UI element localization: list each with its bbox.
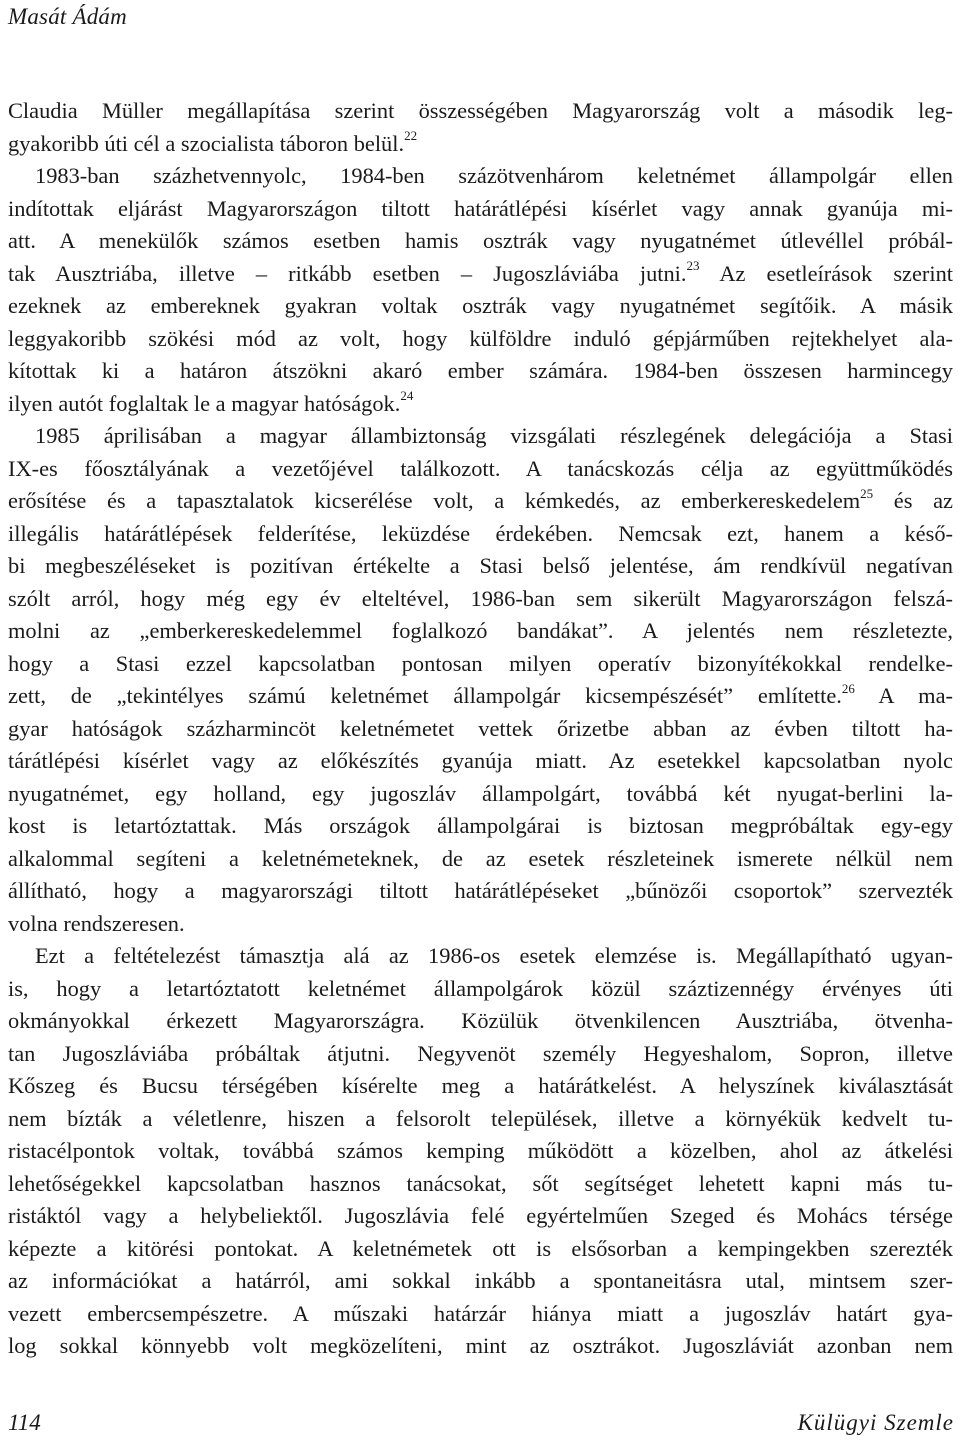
text-line [8, 1005, 953, 1038]
line-text: att. A menekülők számos esetben hamis osztrák vagy nyugatnémet útlevéllel próbál- [8, 228, 953, 253]
journal-title: Külügyi Szemle [797, 1410, 954, 1435]
footnote-ref: 26 [841, 680, 855, 696]
text-line [8, 908, 953, 941]
line-text: ristáktól vagy a helybeliektől. Jugoszlávia felé egyértelműen Szeged és Mohács térsége [8, 1203, 953, 1228]
line-text: gyar hatóságok százharmincöt keletnémetet vettek őrizetbe abban az évben tiltott ha- [8, 715, 953, 741]
line-text: leggyakoribb szökési mód az volt, hogy külföldre induló gépjárműben rejtekhelyet ala- [8, 325, 953, 351]
text-line [8, 95, 953, 128]
line-text: gyakoribb úti cél a szocialista táboron belül. [8, 130, 405, 156]
text-line [8, 1265, 953, 1298]
text-line [8, 810, 953, 843]
text-line [8, 258, 953, 291]
body-text [8, 95, 953, 1363]
text-line [8, 1038, 953, 1071]
text-line [8, 1168, 953, 1201]
line-text: IX-es főosztályának a vezetőjével találkozott. A tanácskozás célja az együttműködés [8, 455, 953, 481]
footnote-ref: 25 [860, 485, 874, 501]
line-text: is, hogy a letartóztatott keletnémet állampolgárok közül száztizennégy érvényes úti [8, 975, 953, 1001]
line-text: Claudia Müller megállapítása szerint összességében Magyarország volt a második leg- [8, 98, 953, 123]
text-line [8, 518, 953, 551]
text-line [8, 290, 953, 323]
line-text: az információkat a határról, ami sokkal inkább a spontaneitásra utal, mintsem szer- [8, 1268, 953, 1293]
text-line [8, 583, 953, 616]
line-text: ilyen autót foglaltak le a magyar hatóságok. [8, 390, 401, 416]
text-line [8, 875, 953, 908]
line-text: 1985 áprilisában a magyar állambiztonság vizsgálati részlegének delegációja a Stasi [35, 423, 953, 448]
line-text: 1983-ban százhetvennyolc, 1984-ben százötvenhárom keletnémet állampolgár ellen [35, 163, 953, 188]
text-line [8, 1070, 953, 1103]
text-line [8, 128, 953, 161]
text-line [8, 843, 953, 876]
line-text: nyugatnémet, egy holland, egy jugoszláv állampolgárt, továbbá két nyugat-berlini la- [8, 780, 953, 806]
text-line [8, 193, 953, 226]
text-line [8, 1298, 953, 1331]
line-text: kost is letartóztattak. Más országok állampolgárai is biztosan megpróbáltak egy-egy [8, 813, 953, 838]
text-line [8, 745, 953, 778]
line-text: ezeknek az embereknek gyakran voltak osztrák vagy nyugatnémet segítőik. A másik [8, 293, 953, 318]
line-text: zett, de „tekintélyes számú keletnémet állampolgár kicsempészését” említette. [8, 683, 842, 708]
footnote-ref: 22 [404, 128, 418, 144]
text-line [8, 1330, 953, 1363]
line-text: lehetőségekkel kapcsolatban hasznos tanácsokat, sőt segítséget lehetett kapni más tu- [8, 1170, 953, 1196]
line-text: bi megbeszéléseket is pozitívan értékelte a Stasi belső jelentése, ám rendkívül negatívan [8, 553, 953, 578]
line-text: indítottak eljárást Magyarországon tiltott határátlépési kísérlet vagy annak gyanúja mi- [8, 195, 953, 221]
text-line [8, 1200, 953, 1233]
text-line [8, 550, 953, 583]
text-line [8, 973, 953, 1006]
line-text: nem bízták a véletlenre, hiszen a felsorolt települések, illetve a környékük kedvelt tu- [8, 1105, 953, 1131]
line-text: képezte a kitörési pontokat. A keletnémetek ott is elsősorban a kempingekben szerezték [8, 1235, 953, 1261]
line-text: tan Jugoszláviába próbáltak átjutni. Negyvenöt személy Hegyeshalom, Sopron, illetve [8, 1040, 953, 1066]
line-text-continued: és az [873, 488, 953, 513]
text-line [8, 1103, 953, 1136]
line-text: szólt arról, hogy még egy év elteltével, 1986-ban sem sikerült Magyarországon felszá- [8, 585, 953, 611]
line-text: hogy a Stasi ezzel kapcsolatban pontosan milyen operatív bizonyítékokkal rendelke- [8, 650, 953, 676]
footnote-ref: 24 [400, 388, 414, 404]
line-text: illegális határátlépések felderítése, leküzdése érdekében. Nemcsak ezt, hanem a késő- [8, 520, 953, 546]
text-line [8, 680, 953, 713]
text-line [8, 453, 953, 486]
text-line [8, 323, 953, 356]
text-line [8, 420, 953, 453]
text-line [8, 355, 953, 388]
line-text: vezett embercsempészetre. A műszaki határzár hiánya miatt a jugoszláv határt gya- [8, 1300, 953, 1326]
line-text: tak Ausztriába, illetve – ritkább esetben – Jugoszláviába jutni. [8, 260, 687, 286]
text-line [8, 615, 953, 648]
text-line [8, 1135, 953, 1168]
line-text: molni az „emberkereskedelemmel foglalkozó bandákat”. A jelentés nem részletezte, [8, 618, 953, 643]
line-text: tárátlépési kísérlet vagy az előkészítés gyanúja miatt. Az esetekkel kapcsolatban nyolc [8, 748, 953, 773]
line-text: volna rendszeresen. [8, 910, 185, 936]
text-line [8, 485, 953, 518]
line-text-continued: A ma- [854, 683, 953, 708]
footnote-ref: 23 [686, 258, 700, 274]
text-line [8, 778, 953, 811]
line-text: alkalommal segíteni a keletnémeteknek, de az esetek részleteinek ismerete nélkül nem [8, 845, 953, 871]
page-number: 114 [8, 1410, 41, 1435]
text-line [8, 1233, 953, 1266]
line-text: ristacélpontok voltak, továbbá számos kemping működött a közelben, ahol az átkelési [8, 1138, 953, 1163]
text-line [8, 160, 953, 193]
running-head-author: Masát Ádám [8, 4, 127, 29]
line-text: okmányokkal érkezett Magyarországra. Közülük ötvenkilencen Ausztriába, ötvenha- [8, 1008, 953, 1033]
line-text: állítható, hogy a magyarországi tiltott határátlépéseket „bűnözői csoportok” szervezték [8, 878, 953, 903]
line-text: Ezt a feltételezést támasztja alá az 1986-os esetek elemzése is. Megállapítható ugyan- [35, 943, 953, 968]
text-line [8, 388, 953, 421]
text-line [8, 713, 953, 746]
text-line [8, 648, 953, 681]
text-line [8, 225, 953, 258]
text-line [8, 940, 953, 973]
line-text: erősítése és a tapasztalatok kicserélése volt, a kémkedés, az emberkereskedelem [8, 488, 861, 513]
line-text: log sokkal könnyebb volt megközelíteni, mint az osztrákot. Jugoszláviát azonban nem [8, 1333, 953, 1358]
line-text: Kőszeg és Bucsu térségében kísérelte meg a határátkelést. A helyszínek kiválasztását [8, 1073, 953, 1098]
line-text-continued: Az esetleírások szerint [699, 260, 954, 286]
line-text: kítottak ki a határon átszökni akaró ember számára. 1984-ben összesen harmincegy [8, 358, 953, 383]
